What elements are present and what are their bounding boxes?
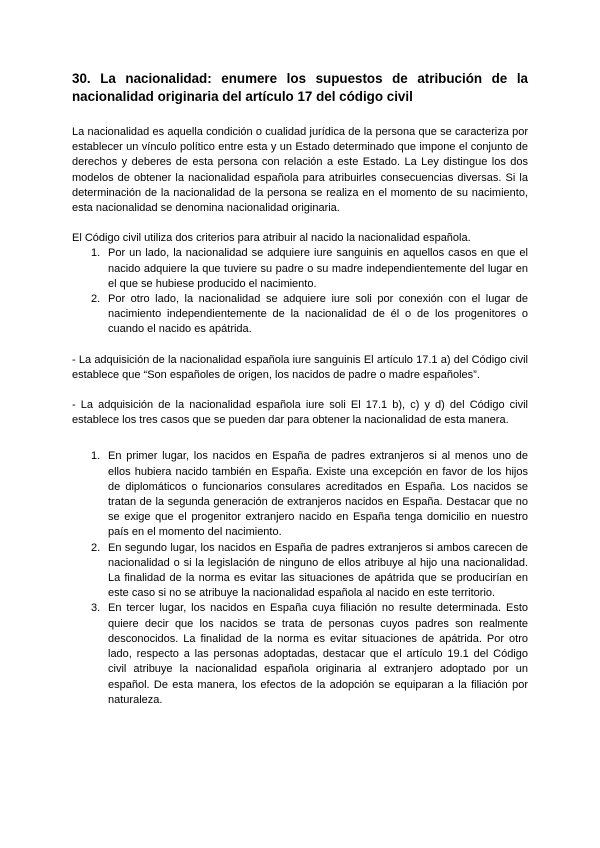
list-item-text: Por un lado, la nacionalidad se adquiere iure sanguinis en aquellos casos en que el nacido adquiere la que tuviere su padre o su madre independientemente del lugar en el que se hubiese producido el nacimiento. bbox=[108, 247, 528, 290]
list-item-number: 2. bbox=[91, 293, 101, 306]
criteria-list bbox=[72, 246, 528, 337]
list-item bbox=[72, 541, 528, 602]
list-item-number: 3. bbox=[91, 602, 101, 615]
list-item-number: 2. bbox=[91, 541, 101, 554]
list-item-text: En segundo lugar, los nacidos en España de padres extranjeros si ambos carecen de nacionalidad o si la legislación de ninguno de ellos atribuye al hijo una nacionalidad. La finalidad de la norma es evitar las situaciones de apátrida que se producirían en este caso si no se atribuye la nacionalidad española al nacido en este territorio. bbox=[108, 541, 528, 600]
soli-paragraph: - La adquisición de la nacionalidad española iure soli El 17.1 b), c) y d) del Código civil establece los tres casos que se pueden dar para obtener la nacionalidad de esta manera. bbox=[72, 399, 528, 427]
sanguinis-paragraph: - La adquisición de la nacionalidad española iure sanguinis El artículo 17.1 a) del Código civil establece que “Son españoles de origen, los nacidos de padre o madre españoles”. bbox=[72, 353, 528, 381]
cases-list bbox=[72, 449, 528, 707]
list-item bbox=[72, 292, 528, 338]
list-item bbox=[72, 246, 528, 292]
list-item-number: 1. bbox=[91, 450, 101, 463]
document-page bbox=[72, 70, 528, 708]
page-title: 30. La nacionalidad: enumere los supuestos de atribución de la nacionalidad originaria del artículo 17 del código civil bbox=[72, 71, 528, 104]
list-item-text: Por otro lado, la nacionalidad se adquiere iure soli por conexión con el lugar de nacimiento independientemente de la nacionalidad de él o de los progenitores o cuando el nacido es apátrida. bbox=[108, 293, 528, 336]
intro-paragraph: La nacionalidad es aquella condición o cualidad jurídica de la persona que se caracteriza por establecer un vínculo político entre esta y un Estado determinado que impone el conjunto de derechos y deberes de esta persona con relación a este Estado. La Ley distingue los dos modelos de obtener la nacionalidad española para atribuirles consecuencias diversas. Si la determinación de la nacionalidad de la persona se realiza en el momento de su nacimiento, esta nacionalidad se denomina nacionalidad originaria. bbox=[72, 126, 528, 215]
list-item-text: En primer lugar, los nacidos en España de padres extranjeros si al menos uno de ellos hubiera nacido también en España. Existe una excepción en favor de los hijos de diplomáticos o funcionarios consulares acreditados en España. Los nacidos se tratan de la segunda generación de extranjeros nacidos en España. Destacar que no se exige que el progenitor extranjero nacido en España tenga domicilio en nuestro país en el momento del nacimiento. bbox=[108, 450, 528, 539]
list-item-text: En tercer lugar, los nacidos en España cuya filiación no resulte determinada. Esto quiere decir que los nacidos se trata de personas cuyos padres son realmente desconocidos. La finalidad de la norma es evitar situaciones de apátrida. Por otro lado, respecto a las personas adoptadas, destacar que el artículo 19.1 del Código civil atribuye la nacionalidad española originaria al extranjero adoptado por un español. De esta manera, los efectos de la adopción se equiparan a la filiación por naturaleza. bbox=[108, 602, 528, 706]
list-item bbox=[72, 601, 528, 707]
criteria-intro: El Código civil utiliza dos criterios para atribuir al nacido la nacionalidad española. bbox=[72, 232, 471, 245]
list-item-number: 1. bbox=[91, 247, 101, 260]
list-item bbox=[72, 449, 528, 540]
